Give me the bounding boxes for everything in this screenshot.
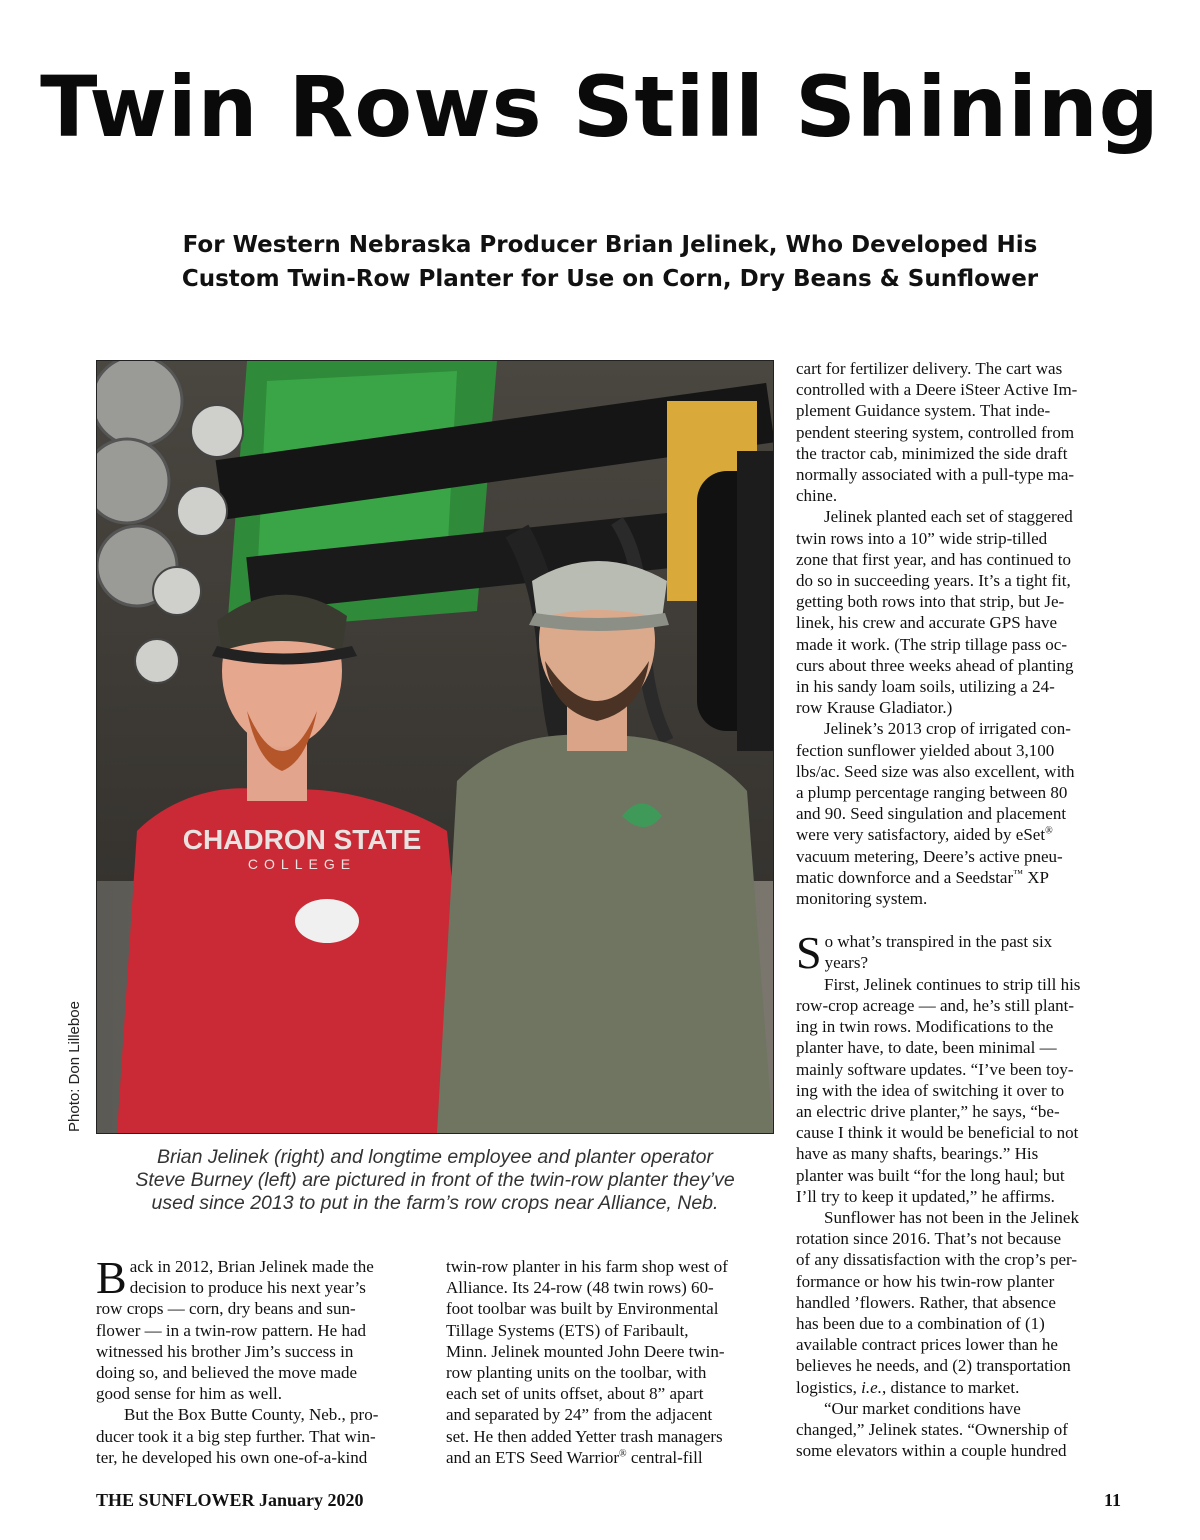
text-line: linek, his crew and accurate GPS have <box>796 613 1058 633</box>
page-number: 11 <box>1104 1490 1122 1510</box>
text-line: I’ll try to keep it updated,” he affirms. <box>796 1186 1055 1206</box>
text-line: in his sandy loam soils, utilizing a 24- <box>796 677 1055 697</box>
text-line: Alliance. Its 24-row (48 twin rows) 60- <box>446 1278 714 1298</box>
subhead-line: For Western Nebraska Producer Brian Jelinek, Who Developed His <box>182 232 1038 258</box>
text-line: Jelinek’s 2013 crop of irrigated con- <box>824 719 1071 739</box>
text-line: have as many shafts, bearings.” His <box>796 1144 1039 1164</box>
text-fragment: matic downforce and a Seedstar <box>796 867 1014 887</box>
registered-mark: ® <box>619 1448 627 1460</box>
text-fragment: and an ETS Seed Warrior <box>446 1447 619 1467</box>
text-line: each set of units offset, about 8” apart <box>446 1384 704 1404</box>
text-fragment: , distance to market. <box>881 1377 1020 1397</box>
text-line: witnessed his brother Jim’s success in <box>96 1341 354 1361</box>
photo-caption <box>90 1146 780 1215</box>
text-line: planter have, to date, been minimal — <box>796 1038 1057 1058</box>
shirt-text: CHADRON STATE <box>182 824 422 855</box>
text-line: do so in succeeding years. It’s a tight fit, <box>796 571 1071 591</box>
text-line: ing with the idea of switching it over to <box>796 1080 1065 1100</box>
text-line: and separated by 24” from the adjacent <box>446 1405 713 1425</box>
photo-illustration <box>97 361 773 1133</box>
text-line: Tillage Systems (ETS) of Faribault, <box>446 1320 689 1340</box>
text-line: has been due to a combination of (1) <box>796 1313 1045 1333</box>
text-line: “Our market conditions have <box>824 1398 1021 1418</box>
text-fragment: were very satisfactory, aided by eSet <box>796 825 1046 845</box>
text-line: years? <box>824 953 869 973</box>
text-line: But the Box Butte County, Neb., pro- <box>124 1405 379 1425</box>
text-line: available contract prices lower than he <box>796 1335 1058 1355</box>
text-line: a plump percentage ranging between 80 <box>796 783 1068 803</box>
text-line: row-crop acreage — and, he’s still plant- <box>796 995 1075 1015</box>
text-line: zone that first year, and has continued to <box>796 549 1072 569</box>
text-line: rotation since 2016. That’s not because <box>796 1229 1062 1249</box>
text-line: changed,” Jelinek states. “Ownership of <box>796 1419 1068 1439</box>
text-line: fection sunflower yielded about 3,100 <box>796 740 1055 760</box>
text-line <box>796 824 1126 845</box>
text-line: some elevators within a couple hundred <box>796 1441 1067 1461</box>
text-line: plement Guidance system. That inde- <box>796 401 1051 421</box>
trademark-mark: ™ <box>1013 868 1023 880</box>
article-photo <box>96 360 774 1134</box>
article-column-3 <box>796 358 1126 1461</box>
text-line: normally associated with a pull-type ma- <box>796 465 1075 485</box>
text-line: controlled with a Deere iSteer Active Im- <box>796 380 1078 400</box>
registered-mark: ® <box>1045 825 1053 837</box>
article-column-2 <box>446 1256 776 1468</box>
caption-line: Steve Burney (left) are pictured in front of the twin-row planter they’ve <box>135 1169 735 1191</box>
text-line: lbs/ac. Seed size was also excellent, with <box>796 761 1075 781</box>
text-line: curs about three weeks ahead of planting <box>796 655 1074 675</box>
caption-line: used since 2013 to put in the farm’s row crops near Alliance, Neb. <box>151 1192 719 1214</box>
text-line: and 90. Seed singulation and placement <box>796 804 1067 824</box>
article-column-1 <box>96 1252 426 1468</box>
text-line: good sense for him as well. <box>96 1384 283 1404</box>
text-line: ducer took it a big step further. That win- <box>96 1426 376 1446</box>
text-line: row planting units on the toolbar, with <box>446 1363 707 1383</box>
text-line: flower — in a twin-row pattern. He had <box>96 1320 367 1340</box>
text-line: First, Jelinek continues to strip till his <box>824 974 1081 994</box>
text-line: twin-row planter in his farm shop west of <box>446 1257 728 1276</box>
article-subhead <box>160 228 1060 296</box>
text-line: Minn. Jelinek mounted John Deere twin- <box>446 1341 725 1361</box>
text-line: row Krause Gladiator.) <box>796 698 953 718</box>
text-line: ing in twin rows. Modifications to the <box>796 1017 1054 1037</box>
photo-credit: Photo: Don Lilleboe <box>66 1001 83 1132</box>
footer-publication: THE SUNFLOWER January 2020 <box>96 1490 364 1510</box>
text-line: twin rows into a 10” wide strip-tilled <box>796 528 1048 548</box>
text-line: ack in 2012, Brian Jelinek made the <box>129 1257 374 1276</box>
text-line: made it work. (The strip tillage pass oc- <box>796 634 1067 654</box>
text-line: mainly software updates. “I’ve been toy- <box>796 1059 1074 1079</box>
text-line: formance or how his twin-row planter <box>796 1271 1055 1291</box>
drop-cap: B <box>96 1252 127 1303</box>
text-line: an electric drive planter,” he says, “be- <box>796 1101 1060 1121</box>
text-line: of any dissatisfaction with the crop’s per- <box>796 1250 1078 1270</box>
caption-line: Brian Jelinek (right) and longtime employee and planter operator <box>156 1146 714 1168</box>
text-fragment: XP <box>1022 867 1049 887</box>
text-line: Sunflower has not been in the Jelinek <box>824 1207 1079 1227</box>
text-line: planter was built “for the long haul; but <box>796 1165 1065 1185</box>
text-line <box>796 867 1126 888</box>
text-line: believes he needs, and (2) transportation <box>796 1356 1071 1376</box>
text-line: chine. <box>796 486 838 506</box>
text-fragment: central-fill <box>626 1447 703 1467</box>
text-line: ter, he developed his own one-of-a-kind <box>96 1447 368 1467</box>
text-line: doing so, and believed the move made <box>96 1363 358 1383</box>
article-headline: Twin Rows Still Shining <box>40 58 1160 156</box>
text-line: handled ’flowers. Rather, that absence <box>796 1292 1056 1312</box>
text-line: monitoring system. <box>796 889 928 909</box>
text-line: cart for fertilizer delivery. The cart was <box>796 359 1063 378</box>
text-line: pendent steering system, controlled from <box>796 422 1075 442</box>
text-line: the tractor cab, minimized the side draft <box>796 443 1068 463</box>
text-line: decision to produce his next year’s <box>129 1278 366 1298</box>
text-line: row crops — corn, dry beans and sun- <box>96 1299 356 1319</box>
text-line: cause I think it would be beneficial to not <box>796 1123 1079 1143</box>
text-line <box>446 1447 776 1468</box>
text-line: o what’s transpired in the past six <box>824 932 1053 952</box>
text-line: getting both rows into that strip, but Je- <box>796 592 1065 612</box>
text-line: vacuum metering, Deere’s active pneu- <box>796 846 1063 866</box>
text-line: set. He then added Yetter trash managers <box>446 1426 723 1446</box>
subhead-line: Custom Twin-Row Planter for Use on Corn, Dry Beans & Sunflower <box>181 266 1039 292</box>
text-line: Jelinek planted each set of staggered <box>824 507 1073 527</box>
text-fragment: logistics, <box>796 1377 862 1397</box>
text-line: foot toolbar was built by Environmental <box>446 1299 719 1319</box>
drop-cap: S <box>796 927 822 979</box>
text-line <box>796 1377 1126 1398</box>
text-fragment-italic: i.e. <box>861 1377 882 1397</box>
shirt-subtext: COLLEGE <box>247 856 357 872</box>
